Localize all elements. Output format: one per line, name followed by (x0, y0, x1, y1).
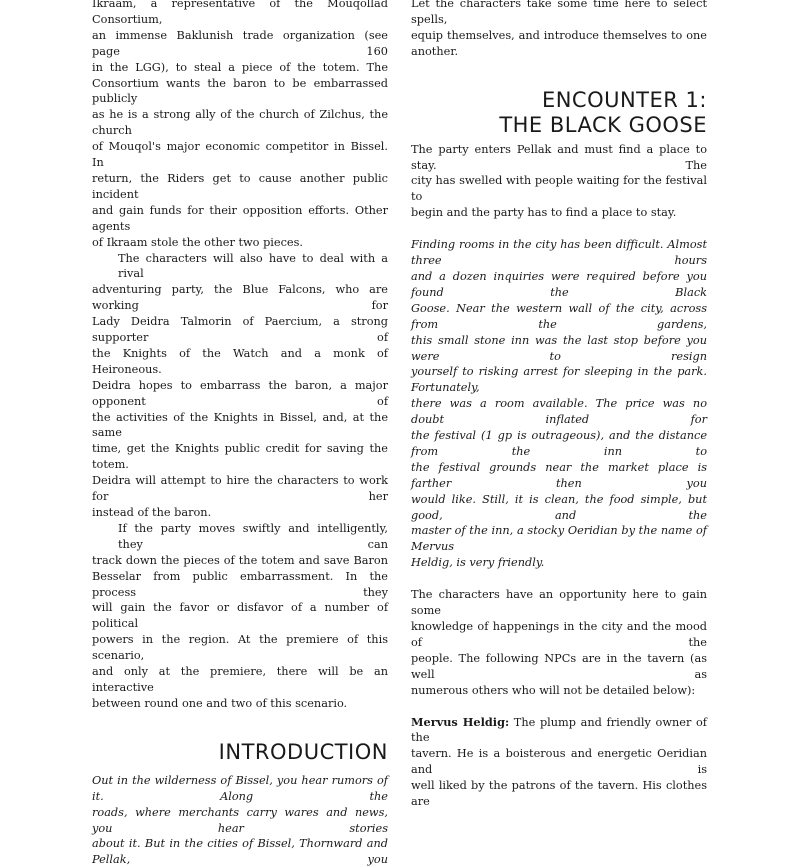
encounter-heading-number: ENCOUNTER 1: (541, 87, 707, 112)
text-line: and a dozen inquiries were required before you found the Black (411, 269, 707, 299)
text-line: of Ikraam stole the other two pieces. (92, 235, 304, 249)
text-line: track down the pieces of the totem and save Baron (92, 553, 388, 567)
paragraph-npcs (411, 587, 707, 698)
text-line: well liked by the patrons of the tavern. His clothes are (411, 779, 707, 809)
text-line: city has swelled with people waiting for the festival to (411, 174, 707, 204)
text-line: the Knights of the Watch and a monk of Heironeous. (92, 346, 388, 376)
text-line: roads, where merchants carry wares and news, you hear stories (92, 805, 388, 835)
text-line: about it. But in the cities of Bissel, Thornward and Pellak, you (92, 837, 388, 867)
text-line: instead of the baron. (92, 506, 212, 519)
text-line: Deidra hopes to embarrass the baron, a major opponent of (92, 378, 388, 408)
text-line: the festival grounds near the market place is farther then you (411, 460, 707, 490)
text-line: another. (411, 44, 459, 58)
text-line: numerous others who will not be detailed below): (411, 683, 696, 697)
text-line: between round one and two of this scenario. (92, 696, 348, 710)
text-line: Goose. Near the western wall of the city, across from the gardens, (411, 301, 707, 331)
text-line: Lady Deidra Talmorin of Paercium, a strong supporter of (92, 315, 388, 345)
npc-description-start: The plump and friendly owner of the (411, 715, 707, 745)
text-line: Let the characters take some time here to select spells, (411, 0, 707, 26)
text-line: and gain funds for their opposition efforts. Other agents (92, 203, 388, 233)
text-line: people. The following NPCs are in the tavern (as well as (411, 651, 707, 681)
text-line: this small stone inn was the last stop before you were to resign (411, 333, 707, 363)
npc-entry-first-line (411, 715, 707, 747)
text-line: Ikraam, a representative of the Mouqollad Consortium, (92, 0, 388, 26)
paragraph-party-enters (411, 142, 707, 222)
introduction-boxed-text (92, 773, 388, 868)
text-line: tavern. He is a boisterous and energetic Oeridian and is (411, 747, 707, 777)
text-line: and only at the premiere, there will be an interactive (92, 665, 388, 694)
text-line: equip themselves, and introduce themselves to one (411, 28, 707, 42)
text-line: knowledge of happenings in the city and the mood of the (411, 620, 707, 649)
text-line: The characters will also have to deal with a rival (118, 251, 388, 281)
text-line: yourself to risking arrest for sleeping in the park. Fortunately, (411, 365, 707, 395)
text-line: powers in the region. At the premiere of this scenario, (92, 633, 388, 663)
text-line: Deidra will attempt to hire the characters to work for her (92, 474, 388, 504)
text-line: time, get the Knights public credit for saving the totem. (92, 442, 388, 472)
npc-name: Mervus Heldig: (411, 714, 510, 729)
text-line: Consortium wants the baron to be embarrassed publicly (92, 76, 388, 106)
encounter-heading-title: THE BLACK GOOSE (499, 112, 707, 137)
text-line: The party enters Pellak and must find a place to stay. The (411, 142, 707, 172)
text-line: would like. Still, it is clean, the food simple, but good, and the (411, 492, 707, 522)
introduction-heading: INTRODUCTION (218, 739, 388, 764)
paragraph-party-outcome (92, 521, 388, 712)
text-line: adventuring party, the Blue Falcons, who are working for (92, 283, 388, 313)
text-line: begin and the party has to find a place to stay. (411, 206, 677, 220)
boxed-text-finding-rooms (411, 237, 707, 571)
text-line: Besselar from public embarrassment. In the process they (92, 569, 388, 599)
paragraph-consortium (92, 0, 388, 251)
text-line: The characters have an opportunity here to gain some (411, 588, 707, 618)
text-line: in the LGG), to steal a piece of the totem. The (92, 60, 388, 74)
text-line: of Mouqol's major economic competitor in Bissel. In (92, 140, 388, 170)
text-line: Out in the wilderness of Bissel, you hear rumors of it. Along the (92, 773, 388, 803)
text-line: will gain the favor or disfavor of a number of political (92, 601, 388, 631)
right-column (411, 0, 707, 810)
paragraph-blue-falcons (92, 251, 388, 521)
text-line: there was a room available. The price was no doubt inflated for (411, 397, 707, 427)
text-line: as he is a strong ally of the church of Zilchus, the church (92, 108, 388, 138)
left-column (92, 0, 388, 868)
text-line: return, the Riders get to cause another public incident (92, 171, 388, 201)
text-line: Heldig, is very friendly. (411, 556, 545, 570)
npc-description (411, 746, 707, 810)
text-line: an immense Baklunish trade organization (see page 160 (92, 28, 388, 58)
text-line: If the party moves swiftly and intelligently, they can (118, 521, 388, 551)
text-line: the festival (1 gp is outrageous), and the distance from the inn to (411, 429, 707, 458)
paragraph-select-spells (411, 0, 707, 60)
text-line: the activities of the Knights in Bissel, and, at the same (92, 410, 388, 440)
text-line: master of the inn, a stocky Oeridian by the name of Mervus (411, 524, 707, 554)
text-line: Finding rooms in the city has been difficult. Almost three hours (411, 238, 707, 268)
